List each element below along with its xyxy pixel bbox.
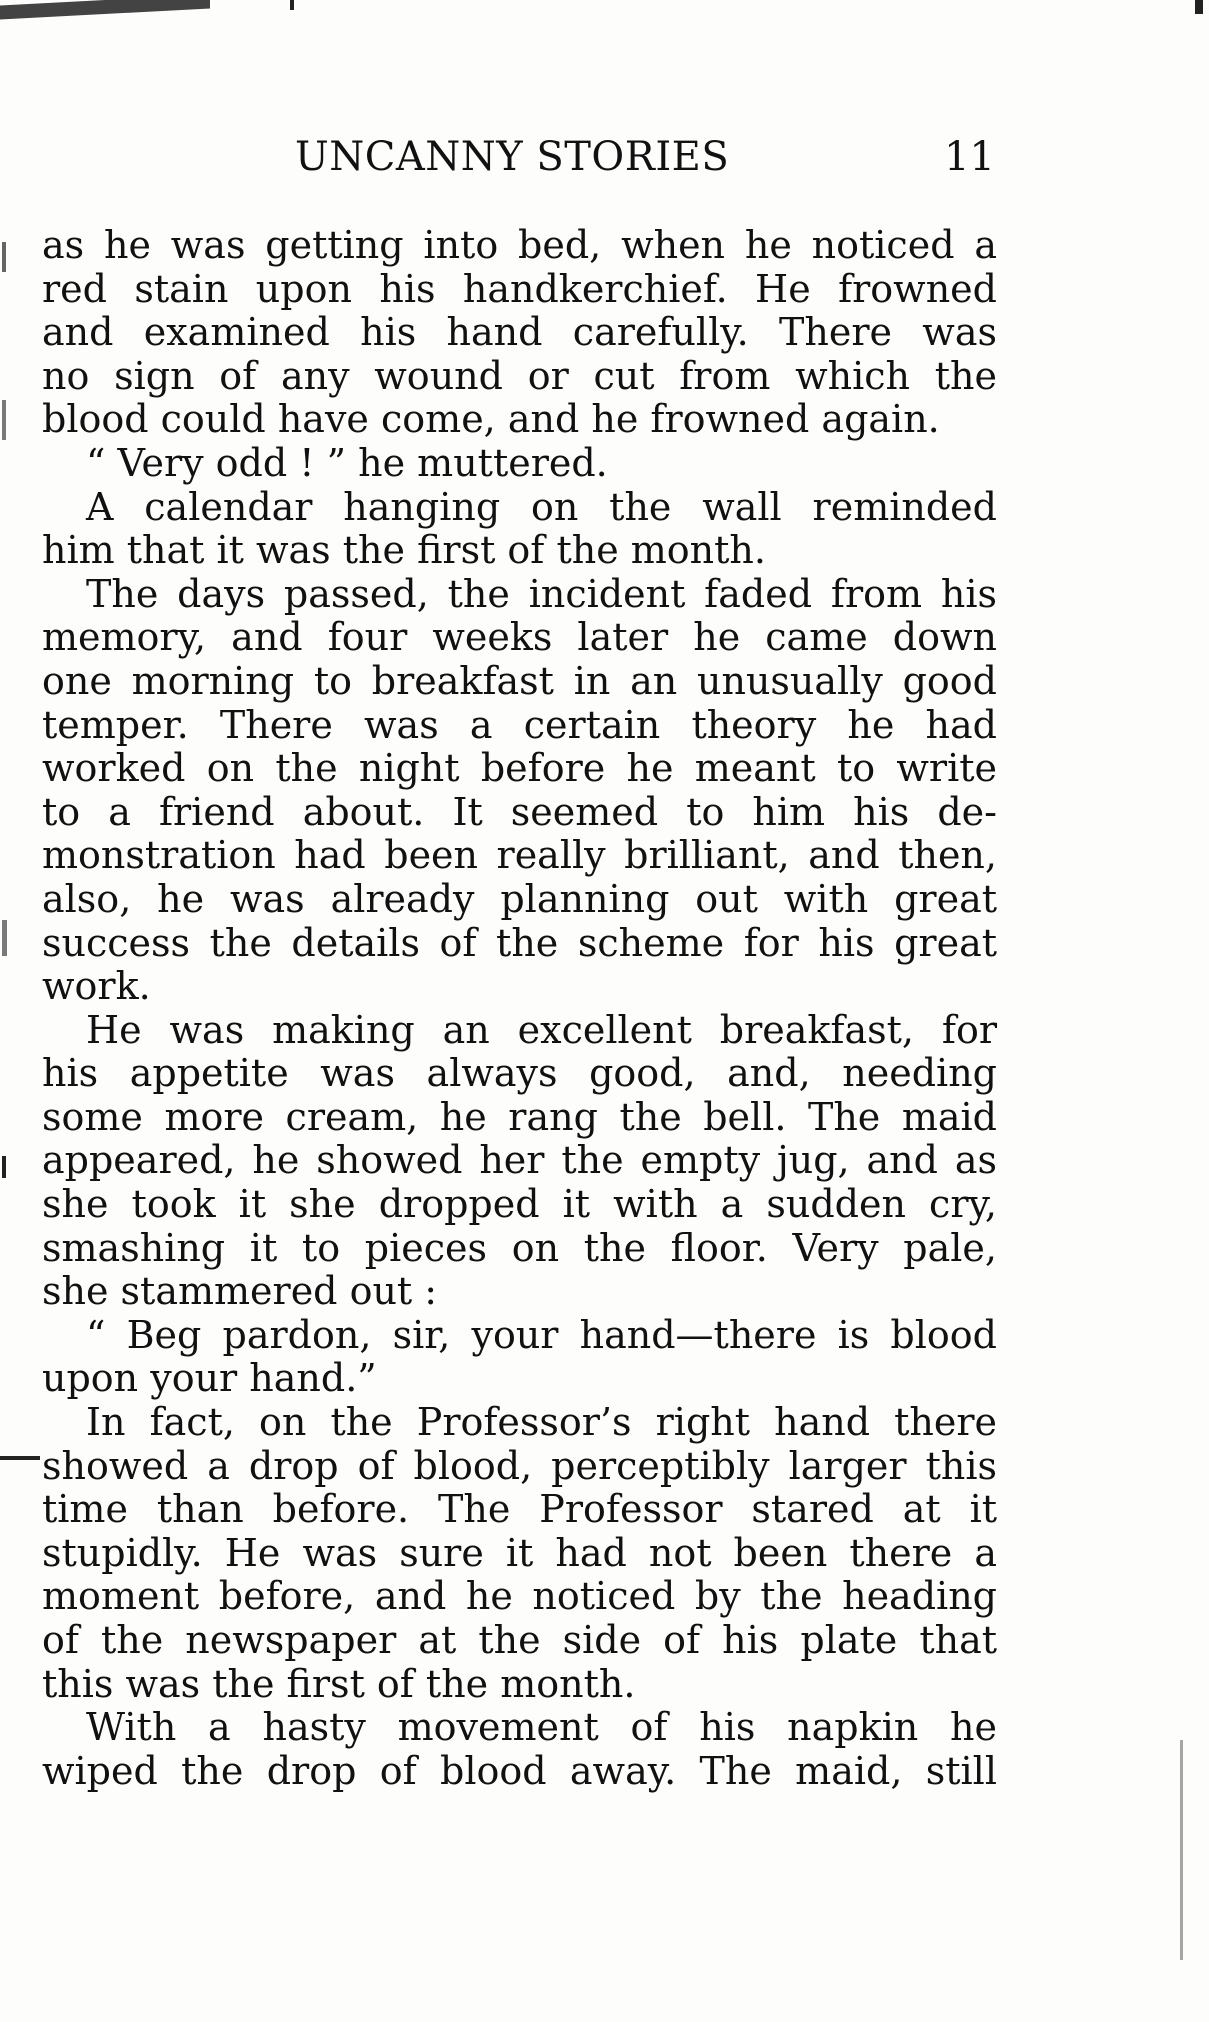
text-line: some more cream, he rang the bell. The maid <box>42 1094 997 1139</box>
text-line: him that it was the first of the month. <box>42 528 766 573</box>
text-line: In fact, on the Professor’s right hand there <box>86 1400 997 1445</box>
text-line: also, he was already planning out with great <box>42 876 997 921</box>
text-line: to a friend about. It seemed to him his de- <box>42 789 997 834</box>
text-line: no sign of any wound or cut from which the <box>42 353 997 398</box>
text-line: upon your hand.” <box>42 1356 377 1401</box>
text-line: He was making an excellent breakfast, for <box>86 1007 997 1052</box>
scan-smudge-top-left <box>0 0 210 20</box>
text-line: showed a drop of blood, perceptibly larger this <box>42 1443 997 1488</box>
text-line: appeared, he showed her the empty jug, and as <box>42 1138 997 1183</box>
scan-mark-left-4 <box>2 1156 6 1178</box>
text-line: smashing it to pieces on the floor. Very pale, <box>42 1225 997 1270</box>
text-line: his appetite was always good, and, needing <box>42 1051 997 1096</box>
text-line: one morning to breakfast in an unusually good <box>42 658 997 703</box>
text-line: monstration had been really brilliant, and then, <box>42 833 997 878</box>
text-line: memory, and four weeks later he came down <box>42 615 997 660</box>
text-line: worked on the night before he meant to write <box>42 746 997 791</box>
text-line: blood could have come, and he frowned again. <box>42 397 940 442</box>
text-line: red stain upon his handkerchief. He frowned <box>42 266 997 311</box>
text-line: of the newspaper at the side of his plate that <box>42 1618 997 1662</box>
text-line: A calendar hanging on the wall reminded <box>86 484 997 529</box>
body-text <box>42 224 997 1793</box>
text-line: “ Very odd ! ” he muttered. <box>86 440 608 485</box>
page-number: 11 <box>944 134 995 180</box>
text-line: she stammered out : <box>42 1269 438 1314</box>
scan-mark-top <box>290 0 294 10</box>
running-title: UNCANNY STORIES <box>295 134 730 180</box>
text-line: this was the first of the month. <box>42 1661 636 1706</box>
text-line: With a hasty movement of his napkin he <box>86 1705 997 1750</box>
page-header <box>295 134 995 186</box>
text-line: moment before, and he noticed by the heading <box>42 1574 997 1619</box>
scan-mark-right-1 <box>1180 1740 1183 1960</box>
text-line: success the details of the scheme for his great <box>42 920 997 965</box>
text-line: temper. There was a certain theory he had <box>42 702 997 747</box>
text-line: work. <box>42 964 151 1009</box>
text-line: she took it she dropped it with a sudden cry, <box>42 1182 997 1227</box>
text-line: stupidly. He was sure it had not been there a <box>42 1530 997 1575</box>
text-line: time than before. The Professor stared at it <box>42 1487 997 1532</box>
text-line: as he was getting into bed, when he noticed a <box>42 223 997 267</box>
text-line: and examined his hand carefully. There was <box>42 310 997 355</box>
scan-mark-left-3 <box>2 920 7 956</box>
text-line: wiped the drop of blood away. The maid, still <box>42 1748 997 1793</box>
scan-mark-left-1 <box>2 242 6 272</box>
scan-mark-left-5 <box>0 1456 40 1460</box>
text-line: The days passed, the incident faded from his <box>86 571 997 616</box>
scan-mark-top-right <box>1195 0 1203 14</box>
scan-mark-left-2 <box>2 400 6 440</box>
text-line: “ Beg pardon, sir, your hand—there is blood <box>86 1312 997 1357</box>
